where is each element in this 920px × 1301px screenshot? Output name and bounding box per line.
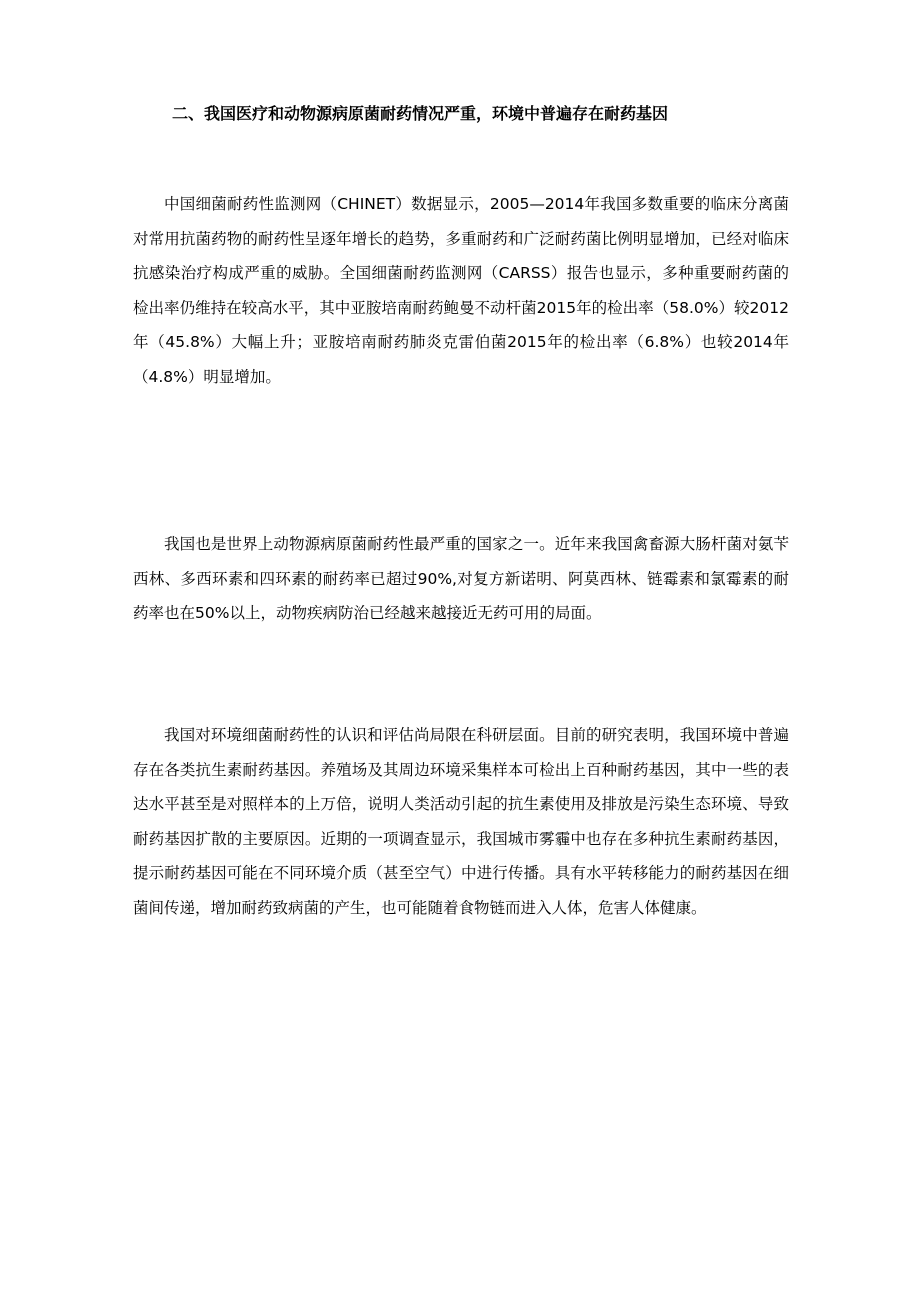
paragraph-animal-resistance: 我国也是世界上动物源病原菌耐药性最严重的国家之一。近年来我国禽畜源大肠杆菌对氨苄西林、多西环素和四环素的耐药率已超过90%,对复方新诺明、阿莫西林、链霉素和氯霉素的耐药率也在50%以上，动物疾病防治已经越来越接近无药可用的局面。 <box>133 535 789 623</box>
section-heading: 二、我国医疗和动物源病原菌耐药情况严重，环境中普遍存在耐药基因 <box>172 104 669 123</box>
paragraph-clinical-resistance: 中国细菌耐药性监测网（CHINET）数据显示，2005—2014年我国多数重要的临床分离菌对常用抗菌药物的耐药性呈逐年增长的趋势，多重耐药和广泛耐药菌比例明显增加，已经对临床抗感染治疗构成严重的威胁。全国细菌耐药监测网（CARSS）报告也显示，多种重要耐药菌的检出率仍维持在较高水平，其中亚胺培南耐药鲍曼不动杆菌2015年的检出率（58.0%）较2012年（45.8%）大幅上升；亚胺培南耐药肺炎克雷伯菌2015年的检出率（6.8%）也较2014年（4.8%）明显增加。 <box>133 195 789 386</box>
paragraph-environment-resistance: 我国对环境细菌耐药性的认识和评估尚局限在科研层面。目前的研究表明，我国环境中普遍存在各类抗生素耐药基因。养殖场及其周边环境采集样本可检出上百种耐药基因，其中一些的表达水平甚至是对照样本的上万倍，说明人类活动引起的抗生素使用及排放是污染生态环境、导致耐药基因扩散的主要原因。近期的一项调查显示，我国城市雾霾中也存在多种抗生素耐药基因，提示耐药基因可能在不同环境介质（甚至空气）中进行传播。具有水平转移能力的耐药基因在细菌间传递，增加耐药致病菌的产生，也可能随着食物链而进入人体，危害人体健康。 <box>133 726 789 917</box>
